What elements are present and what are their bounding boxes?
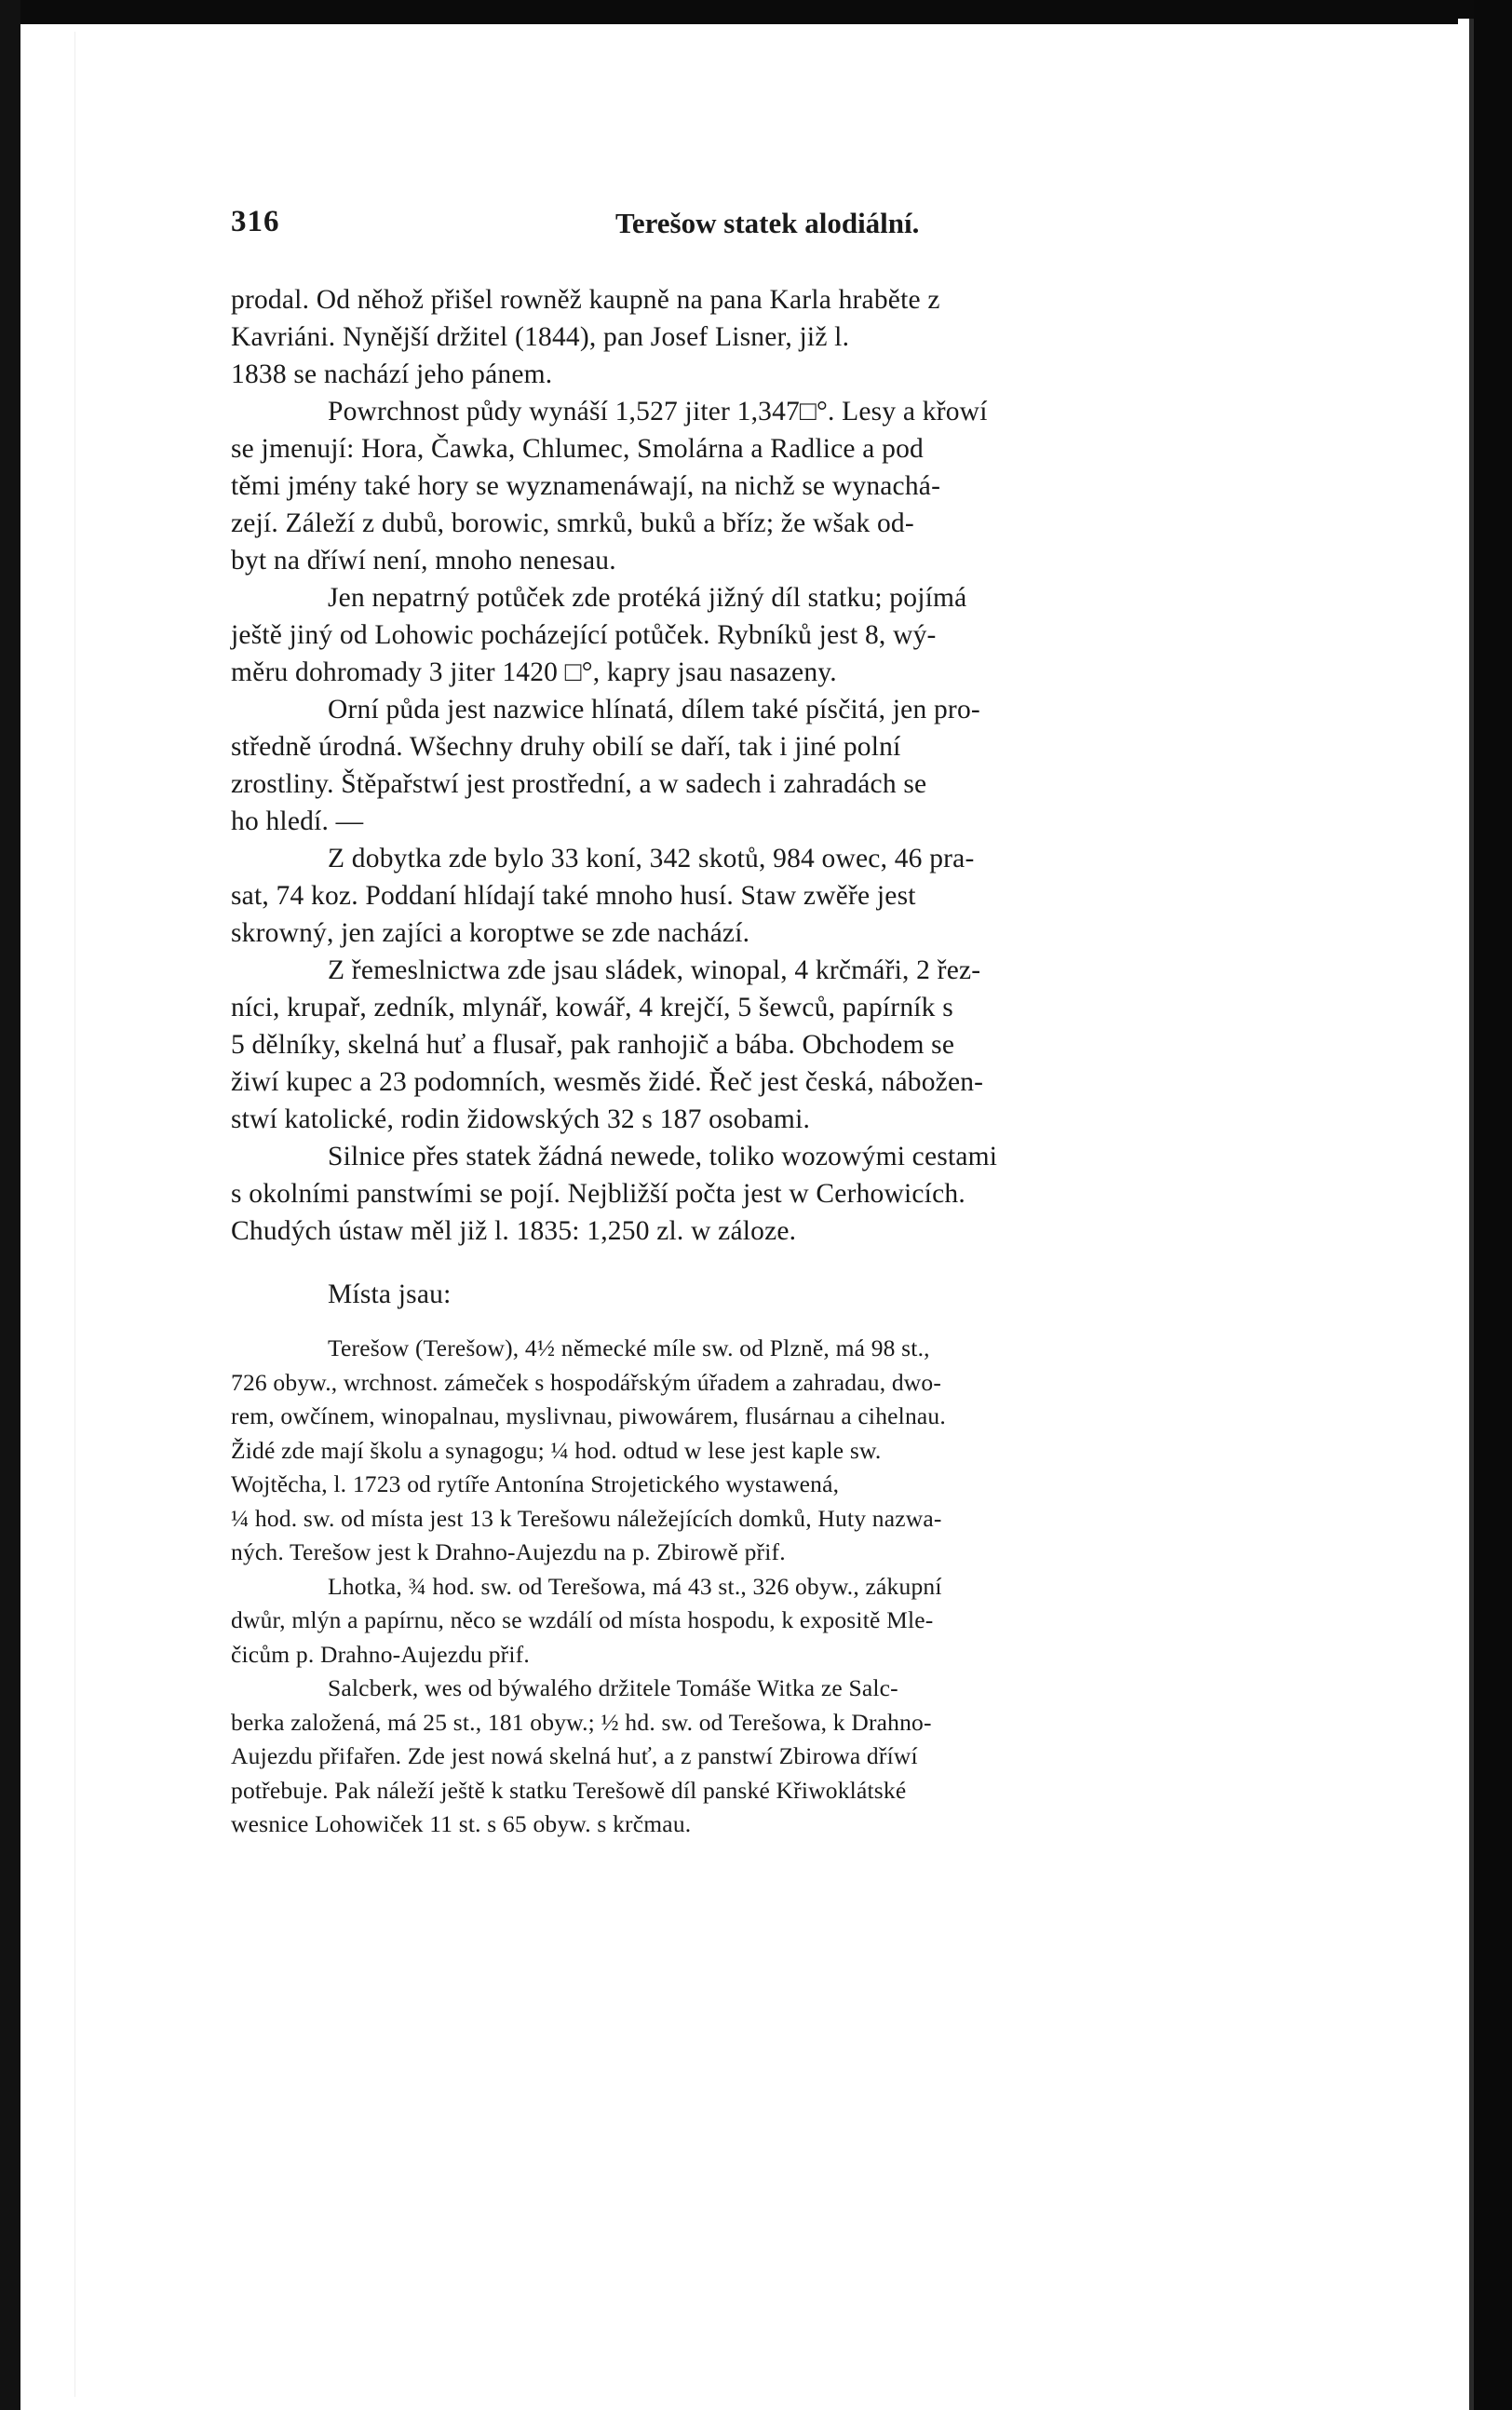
place-entry-line: Aujezdu přifařen. Zde jest nowá skelná huť, a z panstwí Zbirowa dříwí bbox=[231, 1742, 918, 1769]
text-line: stwí katolické, rodin židowských 32 s 187 osobami. bbox=[231, 1104, 811, 1134]
text-line: měru dohromady 3 jiter 1420 □°, kapry jsau nasazeny. bbox=[231, 657, 837, 687]
place-entry-line: ¼ hod. sw. od místa jest 13 k Terešowu náležejících domků, Huty nazwa- bbox=[231, 1504, 942, 1532]
text-line: Powrchnost půdy wynáší 1,527 jiter 1,347□°. Lesy a křowí bbox=[328, 397, 988, 426]
text-line: byt na dříwí není, mnoho nenesau. bbox=[231, 546, 616, 575]
text-line: ho hledí. — bbox=[231, 806, 364, 836]
place-entry-line: čicům p. Drahno-Aujezdu přif. bbox=[231, 1640, 530, 1668]
text-line: Kavriáni. Nynější držitel (1844), pan Josef Lisner, již l. bbox=[231, 322, 850, 352]
body-text bbox=[231, 281, 1330, 1842]
place-entry-line: Wojtěcha, l. 1723 od rytíře Antonína Strojetického wystawená, bbox=[231, 1470, 840, 1497]
text-line: Chudých ústaw měl již l. 1835: 1,250 zl. w záloze. bbox=[231, 1216, 797, 1246]
place-entry-line: Salcberk, wes od býwalého držitele Tomáše Witka ze Salc- bbox=[328, 1674, 898, 1701]
place-entry-line: Lhotka, ¾ hod. sw. od Terešowa, má 43 st., 326 obyw., zákupní bbox=[328, 1572, 942, 1600]
text-line: Z dobytka zde bylo 33 koní, 342 skotů, 984 owec, 46 pra- bbox=[328, 844, 975, 873]
place-entry-line: dwůr, mlýn a papírnu, něco se wzdálí od místa hospodu, k expositě Mle- bbox=[231, 1606, 934, 1633]
text-line: těmi jmény také hory se wyznamenáwají, na nichž se wynachá- bbox=[231, 471, 941, 501]
text-line: s okolními panstwími se pojí. Nejbližší počta jest w Cerhowicích. bbox=[231, 1179, 965, 1209]
text-line: 5 dělníky, skelná huť a flusař, pak ranhojič a bába. Obchodem se bbox=[231, 1030, 955, 1060]
text-line: se jmenují: Hora, Čawka, Chlumec, Smolárna a Radlice a pod bbox=[231, 434, 924, 464]
text-line: Orní půda jest nazwice hlínatá, dílem také písčitá, jen pro- bbox=[328, 695, 980, 724]
scan-border-left bbox=[0, 0, 20, 2410]
text-line: zrostliny. Štěpařstwí jest prostřední, a w sadech i zahradách se bbox=[231, 769, 927, 799]
text-line: Silnice přes statek žádná newede, toliko wozowými cestami bbox=[328, 1142, 998, 1171]
page-number: 316 bbox=[231, 205, 280, 238]
text-line: žiwí kupec a 23 podomních, wesměs židé. Řeč jest česká, nábožen- bbox=[231, 1067, 984, 1097]
text-line: Z řemeslnictwa zde jsau sládek, winopal, 4 krčmáři, 2 řez- bbox=[328, 955, 981, 985]
section-heading: Místa jsau: bbox=[328, 1279, 452, 1309]
scan-page-gap bbox=[1458, 19, 1469, 2410]
text-line: zejí. Záleží z dubů, borowic, smrků, buků a bříz; že wšak od- bbox=[231, 508, 914, 538]
text-line: Jen nepatrný potůček zde protéká jižný díl statku; pojímá bbox=[328, 583, 967, 613]
text-line: prodal. Od něhož přišel rowněž kaupně na pana Karla hraběte z bbox=[231, 285, 940, 315]
text-line: skrowný, jen zajíci a koroptwe se zde nachází. bbox=[231, 918, 750, 948]
place-entry-line: Židé zde mají školu a synagogu; ¼ hod. odtud w lese jest kaple sw. bbox=[231, 1436, 882, 1464]
place-entry-line: Terešow (Terešow), 4½ německé míle sw. od Plzně, má 98 st., bbox=[328, 1334, 930, 1361]
text-line: ještě jiný od Lohowic pocházející potůček. Rybníků jest 8, wý- bbox=[231, 620, 937, 650]
place-entry-line: potřebuje. Pak náleží ještě k statku Terešowě díl panské Křiwoklátské bbox=[231, 1776, 907, 1804]
running-title: Terešow statek alodiální. bbox=[615, 207, 920, 239]
text-line: 1838 se nachází jeho pánem. bbox=[231, 359, 553, 389]
text-line: sat, 74 koz. Poddaní hlídají také mnoho husí. Staw zwěře jest bbox=[231, 881, 916, 911]
page-header bbox=[231, 205, 1348, 242]
text-line: níci, krupař, zedník, mlynář, kowář, 4 krejčí, 5 šewců, papírník s bbox=[231, 993, 953, 1022]
text-line: středně úrodná. Wšechny druhy obilí se daří, tak i jiné polní bbox=[231, 732, 901, 762]
scan-border-top bbox=[0, 0, 1512, 24]
place-entry-line: rem, owčínem, winopalnau, myslivnau, piwowárem, flusárnau a cihelnau. bbox=[231, 1402, 946, 1429]
place-entry-line: berka založená, má 25 st., 181 obyw.; ½ hd. sw. od Terešowa, k Drahno- bbox=[231, 1708, 932, 1736]
place-entry-line: ných. Terešow jest k Drahno-Aujezdu na p. Zbirowě přif. bbox=[231, 1538, 786, 1565]
place-entry-line: wesnice Lohowiček 11 st. s 65 obyw. s krčmau. bbox=[231, 1810, 692, 1837]
scan-border-right bbox=[1474, 0, 1512, 2410]
place-entry-line: 726 obyw., wrchnost. zámeček s hospodářským úřadem a zahradau, dwo- bbox=[231, 1368, 942, 1396]
